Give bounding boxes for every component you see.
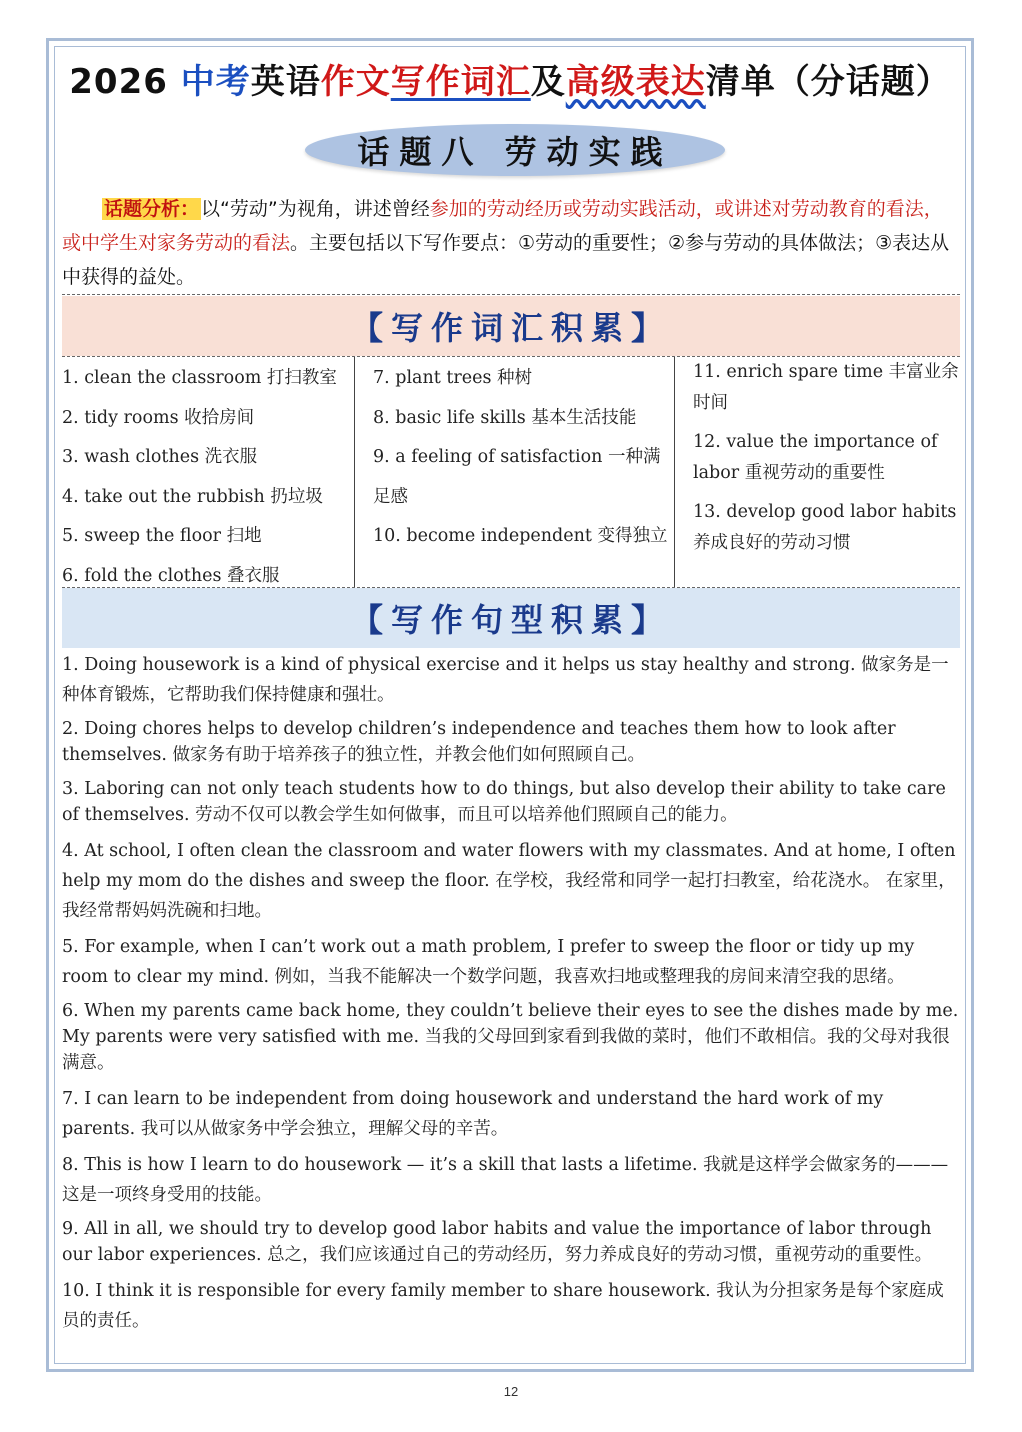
vocab-item: 3. wash clothes 洗衣服 [62,447,258,467]
sentence-section-header [62,588,960,648]
title-part-expressions: 高级表达 [565,62,706,102]
topic-banner-text: 话题八 劳动实践 [357,133,673,171]
analysis-text-2: 。主要包括以下写作要点：①劳动的重要性；②参与劳动的具体做法；③表达从中获得的益处。 [62,232,950,288]
sentence-list [62,650,960,1342]
analysis-label: 话题分析： [104,198,200,220]
analysis-text-1: 以“劳动”为视角，讲述曾经 [201,198,430,220]
analysis-text-highlight: 参加的劳动经历或劳动实践活动，或讲述对劳动教育的看法，或中学生对家务劳动的看法 [62,198,943,254]
sentence-item: 10. I think it is responsible for every family member to share housework. 我认为分担家务是每个家庭成员的责任。 [62,1281,944,1331]
sentence-heading: 【写作句型积累】 [350,601,671,639]
title-part-english: 英语 [250,62,321,102]
vocab-item: 1. clean the classroom 打扫教室 [62,368,337,388]
vocab-item: 6. fold the clothes 叠衣服 [62,565,280,586]
title-part-vocab: 写作词汇 [390,62,531,102]
sentence-item: 4. At school, I often clean the classroom and water flowers with my classmates. And at home, I often help my mom do the dishes and sweep the floor. 在学校，我经常和同学一起打扫教室，给花浇水。 在家里，我经常帮妈妈洗碗和扫地。 [62,841,956,921]
sentence-item: 6. When my parents came back home, they couldn’t believe their eyes to see the dishes made by me. My parents were very satisfied with me. 当我的父母回到家看到我做的菜时，他们不敢相信。我的父母对我很满意。 [62,1001,959,1073]
vocab-heading: 【写作词汇积累】 [350,309,671,347]
title-part-list: 清单（分话题） [705,62,951,102]
topic-banner [305,124,725,176]
vocab-column-1 [62,357,355,587]
vocab-column-2 [355,357,675,587]
sentence-item: 8. This is how I learn to do housework — it’s a skill that lasts a lifetime. 我就是这样学会做家务的———这是一项终身受用的技能。 [62,1155,949,1205]
vocab-item: 11. enrich spare time 丰富业余时间 [693,362,959,413]
vocab-item: 13. develop good labor habits 养成良好的劳动习惯 [693,502,957,553]
vocab-item: 5. sweep the floor 扫地 [62,526,262,546]
vocab-item: 12. value the importance of labor 重视劳动的重要性 [693,432,938,483]
divider [62,294,960,295]
title-part-zhongkao: 中考 [180,62,251,102]
sentence-item: 1. Doing housework is a kind of physical exercise and it helps us stay healthy and strong. 做家务是一种体育锻炼，它帮助我们保持健康和强壮。 [62,655,949,705]
vocab-item: 4. take out the rubbish 扔垃圾 [62,486,323,507]
title-year: 2026 [69,62,168,102]
sentence-item: 5. For example, when I can’t work out a math problem, I prefer to sweep the floor or tidy up my room to clear my mind. 例如，当我不能解决一个数学问题，我喜欢扫地或整理我的房间来清空我的思绪。 [62,937,915,987]
vocab-column-3 [675,357,960,587]
title-part-and: 及 [530,62,566,102]
sentence-item: 3. Laboring can not only teach students how to do things, but also develop their ability to take care of themselves. 劳动不仅可以教会学生如何做事，而且可以培养他们照顾自己的能力。 [62,779,946,825]
page-title [60,54,960,103]
sentence-item: 2. Doing chores helps to develop children’s independence and teaches them how to look after themselves. 做家务有助于培养孩子的独立性，并教会他们如何照顾自己。 [62,719,896,765]
vocab-section-header [62,296,960,356]
vocab-item: 8. basic life skills 基本生活技能 [373,407,637,428]
title-part-essay: 作文 [320,62,391,102]
vocab-item: 2. tidy rooms 收拾房间 [62,407,255,428]
vocab-item: 10. become independent 变得独立 [373,526,668,546]
vocab-item: 9. a feeling of satisfaction 一种满足感 [373,447,661,507]
vocab-table [62,356,960,588]
page-number: 12 [503,1384,519,1399]
sentence-item: 7. I can learn to be independent from doing housework and understand the hard work of my parents. 我可以从做家务中学会独立，理解父母的辛苦。 [62,1089,884,1139]
topic-analysis [62,192,960,294]
vocab-item: 7. plant trees 种树 [373,368,533,388]
sentence-item: 9. All in all, we should try to develop good labor habits and value the importance of labor through our labor experiences. 总之，我们应该通过自己的劳动经历，努力养成良好的劳动习惯，重视劳动的重要性。 [62,1219,933,1265]
